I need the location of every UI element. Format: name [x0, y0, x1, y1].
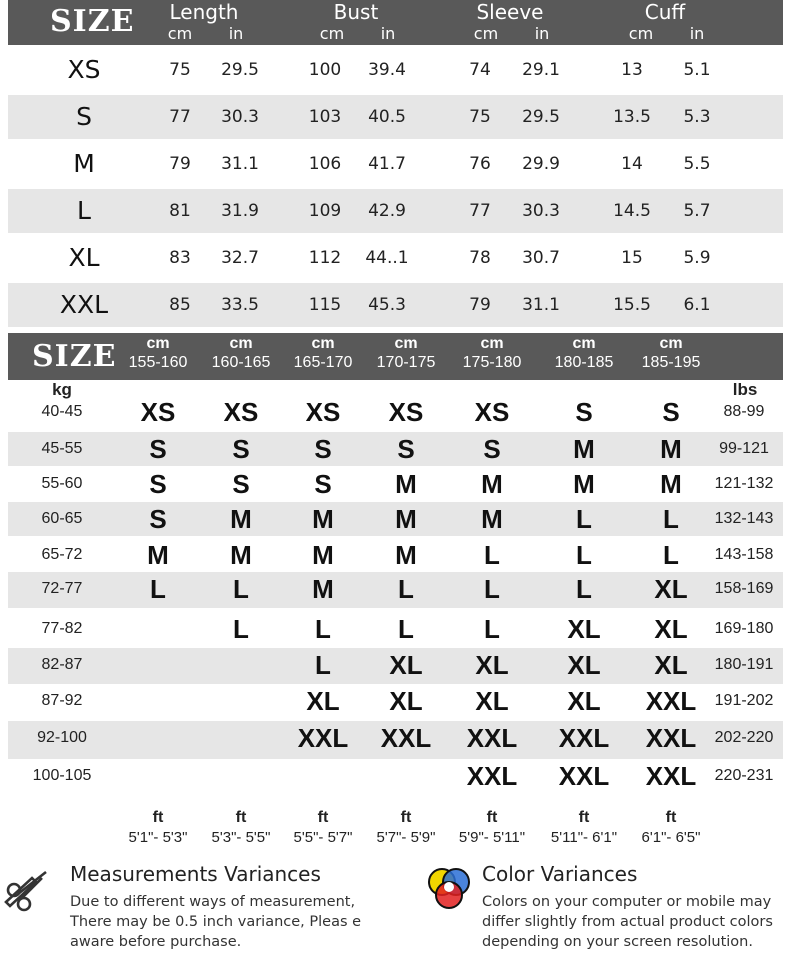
size-cell: XXL — [380, 723, 432, 753]
height-unit: cm — [146, 335, 170, 352]
size-cell: XL — [654, 574, 688, 604]
table-cell: 100 — [308, 60, 342, 80]
size-cell: L — [576, 540, 592, 570]
table-cell: 29.5 — [522, 107, 560, 127]
size-label: XL — [68, 243, 100, 272]
size-cell: L — [398, 574, 414, 604]
table-cell: 106 — [308, 154, 342, 174]
size-cell: M — [573, 434, 595, 464]
column-group-label: Sleeve — [476, 0, 544, 24]
lbs-range: 202-220 — [714, 729, 774, 746]
table-cell: 31.1 — [522, 295, 560, 315]
measurement-note-body — [70, 892, 370, 952]
table-cell: 33.5 — [221, 295, 259, 315]
table-cell: 75 — [469, 107, 491, 127]
height-unit: cm — [311, 335, 335, 352]
height-column-header — [631, 335, 711, 373]
table-cell: 45.3 — [368, 295, 406, 315]
height-range: 175-180 — [462, 354, 522, 371]
unit-label: in — [534, 24, 550, 43]
size-cell: S — [662, 397, 680, 427]
table-cell: 5.9 — [683, 248, 711, 268]
height-unit: cm — [480, 335, 504, 352]
table-cell: 15.5 — [613, 295, 651, 315]
kg-range: 65-72 — [41, 546, 83, 563]
color-note-line: Colors on your computer or mobile may — [482, 894, 772, 910]
size-cell: XL — [567, 686, 601, 716]
table-cell: 15 — [621, 248, 643, 268]
size-cell: XL — [567, 614, 601, 644]
ruler-scissors-icon — [2, 866, 52, 916]
table-cell: 83 — [169, 248, 191, 268]
kg-range: 45-55 — [41, 440, 83, 457]
size-cell: XXL — [466, 761, 518, 791]
column-group-label: Bust — [333, 0, 379, 24]
lbs-label: lbs — [732, 380, 758, 399]
table-cell: 40.5 — [368, 107, 406, 127]
feet-column — [115, 808, 201, 848]
feet-column — [449, 808, 535, 848]
size-cell: S — [149, 434, 167, 464]
size-cell: XL — [475, 686, 509, 716]
size-cell: M — [573, 469, 595, 499]
size-cell: S — [314, 434, 332, 464]
table-cell: 39.4 — [368, 60, 406, 80]
color-note-line: differ slightly from actual product colors — [482, 914, 773, 930]
size-cell: M — [312, 540, 334, 570]
table-cell: 112 — [308, 248, 342, 268]
measurement-note-line: There may be 0.5 inch variance, Pleas e — [70, 914, 362, 930]
size-cell: XL — [389, 650, 423, 680]
table-cell: 74 — [469, 60, 491, 80]
size-cell: XXL — [645, 761, 697, 791]
height-range: 155-160 — [128, 354, 188, 371]
lbs-range: 158-169 — [714, 580, 774, 597]
size-cell: XS — [388, 397, 424, 427]
feet-range: 5'3"- 5'5" — [211, 829, 271, 846]
height-range: 160-165 — [211, 354, 271, 371]
table-cell: 30.7 — [522, 248, 560, 268]
size-cell: L — [663, 540, 679, 570]
table-cell: 6.1 — [683, 295, 711, 315]
height-range: 185-195 — [641, 354, 701, 371]
table-cell: 44..1 — [365, 248, 409, 268]
height-column-header — [544, 335, 624, 373]
table-cell: 30.3 — [522, 201, 560, 221]
size-cell: XXL — [558, 761, 610, 791]
kg-range: 72-77 — [41, 580, 83, 597]
size-guide-header — [8, 333, 783, 380]
size-cell: L — [233, 614, 249, 644]
size-cell: L — [398, 614, 414, 644]
table-cell: 79 — [169, 154, 191, 174]
size-cell: XXL — [297, 723, 349, 753]
table-cell: 13.5 — [613, 107, 651, 127]
height-range: 180-185 — [554, 354, 614, 371]
size-cell: S — [232, 434, 250, 464]
size-cell: S — [149, 469, 167, 499]
unit-label: in — [689, 24, 705, 43]
table-cell: 76 — [469, 154, 491, 174]
size-cell: XL — [389, 686, 423, 716]
kg-range: 55-60 — [41, 475, 83, 492]
lbs-range: 99-121 — [719, 440, 769, 457]
size-cell: XXL — [466, 723, 518, 753]
lbs-range: 88-99 — [723, 403, 765, 420]
table-cell: 32.7 — [221, 248, 259, 268]
size-cell: L — [484, 574, 500, 604]
size-cell: S — [397, 434, 415, 464]
size-cell: M — [481, 469, 503, 499]
size-cell: XL — [654, 614, 688, 644]
size-label: L — [77, 196, 91, 225]
size-label: S — [76, 102, 92, 131]
size-cell: L — [576, 574, 592, 604]
table-cell: 5.3 — [683, 107, 711, 127]
height-column-header — [366, 335, 446, 373]
measurement-note-line: aware before purchase. — [70, 934, 242, 950]
feet-column — [363, 808, 449, 848]
feet-column — [280, 808, 366, 848]
height-column-header — [283, 335, 363, 373]
size-cell: M — [395, 469, 417, 499]
kg-range: 92-100 — [37, 729, 87, 746]
size-label: XXL — [59, 290, 109, 319]
feet-unit: ft — [317, 809, 329, 826]
size-cell: M — [230, 504, 252, 534]
size-cell: L — [150, 574, 166, 604]
unit-label: cm — [319, 24, 345, 43]
size-cell: M — [312, 504, 334, 534]
table-cell: 79 — [469, 295, 491, 315]
size-cell: M — [481, 504, 503, 534]
height-column-header — [201, 335, 281, 373]
table-cell: 30.3 — [221, 107, 259, 127]
size-cell: XL — [567, 650, 601, 680]
size-cell: S — [149, 504, 167, 534]
height-range: 170-175 — [376, 354, 436, 371]
measurement-note-line: Due to different ways of measurement, — [70, 894, 356, 910]
color-note-line: depending on your screen resolution. — [482, 934, 753, 950]
table-cell: 109 — [308, 201, 342, 221]
feet-range: 5'9"- 5'11" — [458, 829, 526, 846]
kg-range: 100-105 — [32, 767, 92, 784]
table-cell: 29.5 — [221, 60, 259, 80]
lbs-range: 191-202 — [714, 692, 774, 709]
table-cell: 14.5 — [613, 201, 651, 221]
column-group-label: Cuff — [644, 0, 686, 24]
height-column-header — [118, 335, 198, 373]
table-cell: 75 — [169, 60, 191, 80]
lbs-range: 180-191 — [714, 656, 774, 673]
unit-label: cm — [167, 24, 193, 43]
feet-unit: ft — [486, 809, 498, 826]
table-cell: 5.5 — [683, 154, 711, 174]
size-label: M — [73, 149, 95, 178]
size-cell: S — [314, 469, 332, 499]
size-cell: M — [147, 540, 169, 570]
size-cell: XS — [474, 397, 510, 427]
table-cell: 31.9 — [221, 201, 259, 221]
feet-unit: ft — [152, 809, 164, 826]
size-cell: S — [483, 434, 501, 464]
lbs-range: 143-158 — [714, 546, 774, 563]
size-cell: L — [233, 574, 249, 604]
unit-label: in — [380, 24, 396, 43]
size-cell: M — [395, 504, 417, 534]
table-cell: 77 — [169, 107, 191, 127]
table-cell: 13 — [621, 60, 643, 80]
table-cell: 29.1 — [522, 60, 560, 80]
size-cell: XS — [223, 397, 259, 427]
feet-unit: ft — [578, 809, 590, 826]
size-cell: M — [660, 469, 682, 499]
feet-unit: ft — [400, 809, 412, 826]
size-title: SIZE — [50, 4, 135, 39]
kg-range: 87-92 — [41, 692, 83, 709]
lbs-range: 169-180 — [714, 620, 774, 637]
unit-label: cm — [628, 24, 654, 43]
column-group-label: Length — [169, 0, 239, 24]
table-cell: 5.1 — [683, 60, 711, 80]
kg-range: 60-65 — [41, 510, 83, 527]
feet-range: 5'7"- 5'9" — [376, 829, 436, 846]
kg-label: kg — [52, 380, 72, 399]
size-cell: XXL — [558, 723, 610, 753]
feet-range: 5'1"- 5'3" — [128, 829, 188, 846]
height-unit: cm — [394, 335, 418, 352]
table-cell: 85 — [169, 295, 191, 315]
size-cell: S — [575, 397, 593, 427]
feet-range: 5'5"- 5'7" — [293, 829, 353, 846]
lbs-range: 132-143 — [714, 510, 774, 527]
size-cell: XXL — [645, 686, 697, 716]
size-cell: L — [315, 614, 331, 644]
size-cell: S — [232, 469, 250, 499]
size-cell: M — [312, 574, 334, 604]
feet-column — [628, 808, 714, 848]
size-cell: M — [395, 540, 417, 570]
table-cell: 5.7 — [683, 201, 711, 221]
size-cell: M — [230, 540, 252, 570]
height-unit: cm — [659, 335, 683, 352]
size-cell: L — [663, 504, 679, 534]
kg-range: 40-45 — [41, 403, 83, 420]
unit-label: cm — [473, 24, 499, 43]
height-range: 165-170 — [293, 354, 353, 371]
color-note-title: Color Variances — [482, 862, 638, 886]
table-cell: 81 — [169, 201, 191, 221]
feet-range: 5'11"- 6'1" — [550, 829, 618, 846]
size-cell: M — [660, 434, 682, 464]
color-wheel-icon — [424, 864, 474, 914]
table-cell: 31.1 — [221, 154, 259, 174]
table-cell: 42.9 — [368, 201, 406, 221]
unit-label: in — [228, 24, 244, 43]
table-cell: 78 — [469, 248, 491, 268]
kg-range: 77-82 — [41, 620, 83, 637]
size-label: XS — [67, 55, 101, 84]
measurement-note-title: Measurements Variances — [70, 862, 321, 886]
table-cell: 29.9 — [522, 154, 560, 174]
table-cell: 14 — [621, 154, 643, 174]
size-cell: XXL — [645, 723, 697, 753]
feet-unit: ft — [665, 809, 677, 826]
feet-column — [541, 808, 627, 848]
color-note-body — [482, 892, 787, 952]
height-unit: cm — [572, 335, 596, 352]
size-cell: XS — [305, 397, 341, 427]
table-cell: 77 — [469, 201, 491, 221]
feet-unit: ft — [235, 809, 247, 826]
lbs-range: 121-132 — [714, 475, 774, 492]
kg-range: 82-87 — [41, 656, 83, 673]
size-cell: L — [484, 540, 500, 570]
lbs-range: 220-231 — [714, 767, 774, 784]
size-cell: L — [576, 504, 592, 534]
table-cell: 103 — [308, 107, 342, 127]
size-cell: XL — [475, 650, 509, 680]
feet-column — [198, 808, 284, 848]
size-cell: XL — [654, 650, 688, 680]
size-cell: XL — [306, 686, 340, 716]
size-cell: XS — [140, 397, 176, 427]
feet-range: 6'1"- 6'5" — [641, 829, 701, 846]
measurement-table-header — [8, 0, 783, 45]
table-cell: 115 — [308, 295, 342, 315]
table-cell: 41.7 — [368, 154, 406, 174]
size-title-2: SIZE — [32, 339, 117, 374]
size-cell: L — [484, 614, 500, 644]
height-unit: cm — [229, 335, 253, 352]
size-cell: L — [315, 650, 331, 680]
height-column-header — [452, 335, 532, 373]
